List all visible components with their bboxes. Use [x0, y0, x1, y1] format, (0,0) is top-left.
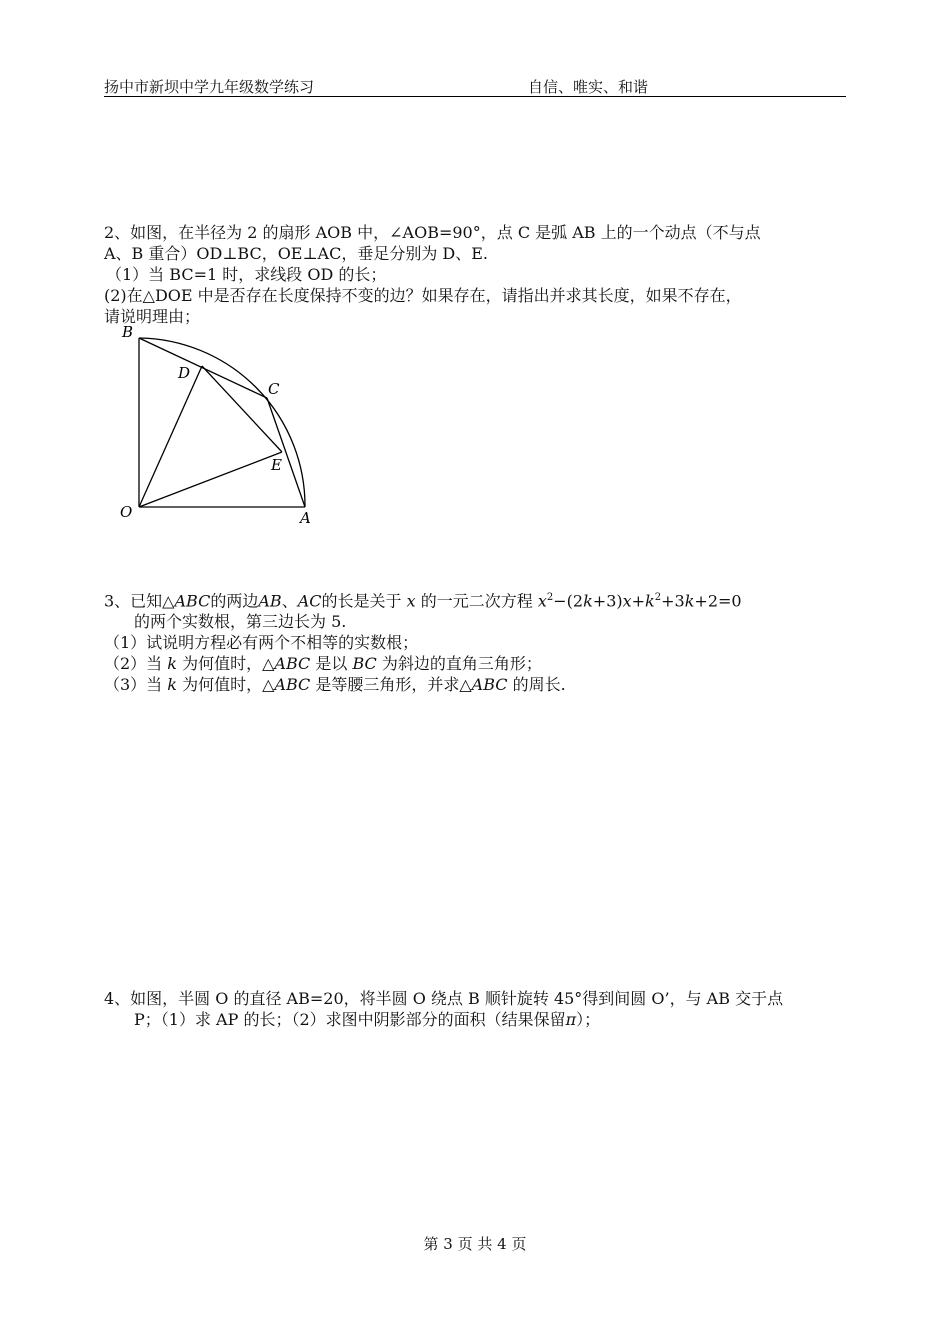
q4-text: ）； [576, 1010, 601, 1029]
q3-var: k [645, 591, 655, 611]
q3-text: 、 [281, 591, 298, 611]
q3-var: x [537, 591, 547, 611]
q3-var: k [583, 591, 593, 611]
q3-text: −(2 [553, 591, 584, 611]
label-C: C [268, 380, 280, 398]
header-motto: 自信、唯实、和谐 [528, 78, 649, 96]
q3-part2 [104, 653, 848, 674]
sector-figure [112, 322, 322, 532]
page-footer: 第 3 页 共 4 页 [423, 1235, 527, 1253]
q3-text: 3、已知△ [104, 591, 175, 611]
q3-var: ABC [274, 654, 311, 674]
q3-var: x [622, 591, 632, 611]
q3-text: （3）当 [104, 675, 168, 695]
arc-AB [139, 338, 305, 507]
question-2 [104, 222, 848, 327]
q3-exponent: 2 [654, 592, 662, 603]
q3-var: k [684, 591, 695, 611]
q3-var: k [167, 675, 177, 695]
q3-var: ABC [471, 675, 508, 695]
q3-text: 的周长. [507, 675, 566, 695]
q3-part1: （1）试说明方程必有两个不相等的实数根； [104, 633, 419, 653]
label-O: O [120, 503, 133, 521]
question-4 [104, 988, 848, 1030]
q3-var: AB [258, 591, 282, 611]
page-header [104, 76, 846, 97]
label-B: B [122, 323, 134, 341]
q3-text: 为何值时，△ [176, 675, 275, 695]
q2-stem-line2: A、B 重合）OD⊥BC，OE⊥AC，垂足分别为 D、E. [104, 244, 489, 263]
q3-text: 为斜边的直角三角形； [376, 654, 542, 674]
q3-var: BC [352, 654, 377, 674]
label-A: A [300, 509, 311, 527]
q3-stem-line2: 的两个实数根，第三边长为 5. [134, 612, 347, 632]
pi-symbol: π [565, 1010, 577, 1029]
q4-stem-line1: 4、如图，半圆 O 的直径 AB=20，将半圆 O 绕点 B 顺针旋转 45°得到间圆 O’，与 AB 交于点 [104, 989, 784, 1008]
q3-var: ABC [274, 675, 311, 695]
q3-text: 为何值时，△ [176, 654, 275, 674]
question-3 [104, 587, 848, 695]
q3-text: （2）当 [104, 654, 168, 674]
q3-part3 [104, 674, 848, 695]
q3-text: 的一元二次方程 [420, 591, 533, 611]
q4-text: P；（1）求 AP 的长；（2）求图中阴影部分的面积（结果保留 [134, 1010, 566, 1029]
q3-stem-line1 [104, 587, 848, 611]
q3-text: +3) [592, 591, 623, 611]
segment-DE [202, 366, 282, 452]
q3-text: 的两边 [210, 591, 259, 611]
q3-var: x [406, 591, 416, 611]
header-school: 扬中市新坝中学九年级数学练习 [104, 78, 315, 96]
segment-CA [267, 398, 305, 507]
q3-text: +2=0 [694, 591, 742, 611]
q3-text: + [631, 591, 646, 611]
q3-text: +3 [661, 591, 685, 611]
q4-stem-line2 [104, 1009, 848, 1030]
q3-text: 的长是关于 [321, 591, 402, 611]
q2-part1: （1）当 BC=1 时，求线段 OD 的长； [106, 265, 387, 284]
q3-text: 是等腰三角形，并求△ [310, 675, 472, 695]
q2-part2-line2: 请说明理由； [104, 307, 201, 326]
q2-part2-line1: (2)在△DOE 中是否存在长度保持不变的边？如果存在，请指出并求其长度，如果不存在， [104, 286, 742, 305]
q3-var: k [167, 654, 177, 674]
q2-stem-line1: 2、如图，在半径为 2 的扇形 AOB 中，∠AOB=90°，点 C 是弧 AB 上的一个动点（不与点 [104, 223, 761, 242]
q3-exponent: 2 [546, 592, 554, 603]
q3-var: AC [297, 591, 322, 611]
q3-var: ABC [174, 591, 211, 611]
q3-text: 是以 [310, 654, 353, 674]
label-E: E [271, 456, 282, 474]
label-D: D [178, 364, 191, 382]
